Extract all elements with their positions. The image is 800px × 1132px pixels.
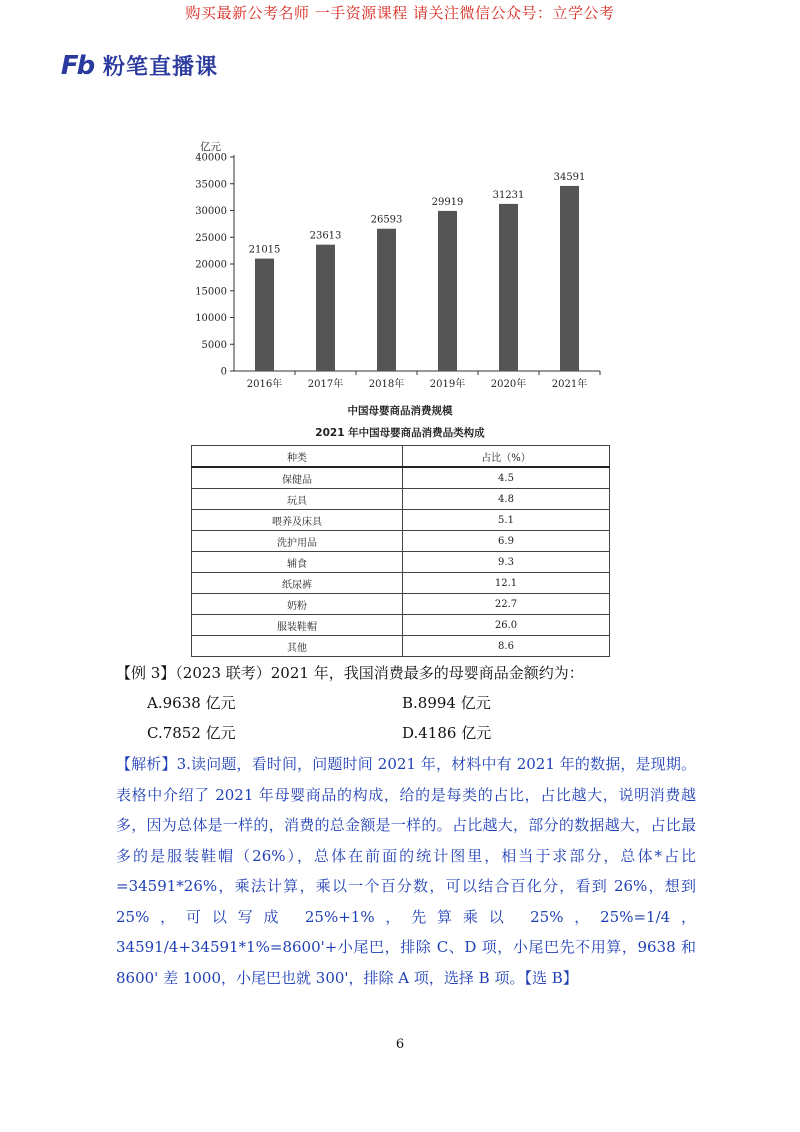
table-row <box>192 594 610 615</box>
share-cell: 26.0 <box>403 615 610 636</box>
header-share: 占比（%） <box>403 446 610 468</box>
y-tick-label: 0 <box>220 366 227 378</box>
y-tick-label: 35000 <box>195 179 227 191</box>
data-label: 23613 <box>309 230 342 242</box>
category-cell: 其他 <box>192 636 403 657</box>
share-cell: 4.5 <box>403 467 610 489</box>
y-tick-label: 15000 <box>195 286 227 298</box>
category-table <box>191 445 610 657</box>
option-c: C.7852 亿元 <box>147 724 236 742</box>
share-cell: 6.9 <box>403 531 610 552</box>
option-d: D.4186 亿元 <box>402 724 492 742</box>
share-cell: 22.7 <box>403 594 610 615</box>
y-tick-label: 25000 <box>195 232 227 244</box>
y-tick-label: 30000 <box>195 206 227 217</box>
category-cell: 喂养及床具 <box>192 510 403 531</box>
bar <box>499 204 518 371</box>
table-header-row <box>192 446 610 468</box>
data-label: 34591 <box>553 171 586 183</box>
share-cell: 5.1 <box>403 510 610 531</box>
analysis-text: 【解析】3.读问题，看时间，问题时间 2021 年，材料中有 2021 年的数据，是现期。表格中介绍了 2021 年母婴商品的构成，给的是每类的占比，占比越大，说明消费越多，因为总体是一样的，消费的总金额是一样的。占比越大，部分的数据越大，占比最多的是服装鞋帽（26%），总体在前面的统计图里，相当于求部分，总体*占比=34591*26%，乘法计算，乘以一个百分数，可以结合百化分，看到 26%，想到 25%，可以写成 25%+1%，先算乘以 25%，25%=1/4，34591/4+34591*1%=8600'+小尾巴，排除 C、D 项，小尾巴先不用算，9638 和 8600' 差 1000，小尾巴也就 300'，排除 A 项，选择 B 项。【选 B】 <box>116 755 696 987</box>
data-label: 31231 <box>492 189 525 201</box>
table-title: 2021 年中国母婴商品消费品类构成 <box>315 427 485 439</box>
x-tick-label: 2020年 <box>490 379 527 390</box>
table-row <box>192 467 610 489</box>
promo-banner: 购买最新公考名师 一手资源课程 请关注微信公众号：立学公考 <box>185 4 615 22</box>
option-a: A.9638 亿元 <box>147 694 236 712</box>
category-cell: 奶粉 <box>192 594 403 615</box>
x-tick-label: 2018年 <box>368 379 405 390</box>
logo-mark: Fb <box>60 50 94 81</box>
table-row <box>192 531 610 552</box>
table-row <box>192 573 610 594</box>
data-label: 21015 <box>248 244 281 256</box>
bar <box>255 259 274 371</box>
table-row <box>192 489 610 510</box>
category-cell: 辅食 <box>192 552 403 573</box>
y-tick-label: 10000 <box>195 313 227 324</box>
table-row <box>192 510 610 531</box>
category-cell: 洗护用品 <box>192 531 403 552</box>
y-axis-label: 亿元 <box>200 141 221 153</box>
data-label: 26593 <box>370 214 403 226</box>
bar <box>377 229 396 371</box>
category-cell: 保健品 <box>192 467 403 489</box>
page-number: 6 <box>395 1037 405 1052</box>
share-cell: 8.6 <box>403 636 610 657</box>
table-row <box>192 552 610 573</box>
x-tick-label: 2016年 <box>246 379 283 390</box>
logo <box>57 50 218 81</box>
bar <box>438 211 457 371</box>
chart-title: 中国母婴商品消费规模 <box>347 405 453 417</box>
category-cell: 玩具 <box>192 489 403 510</box>
y-tick-label: 5000 <box>201 339 227 351</box>
header-category: 种类 <box>192 446 403 468</box>
table-row <box>192 636 610 657</box>
logo-text: 粉笔直播课 <box>103 55 219 80</box>
x-tick-label: 2021年 <box>551 379 588 390</box>
table-row <box>192 615 610 636</box>
bar <box>316 245 335 371</box>
data-label: 29919 <box>431 196 464 208</box>
bar <box>560 186 579 371</box>
y-tick-label: 20000 <box>195 259 227 271</box>
category-cell: 服装鞋帽 <box>192 615 403 636</box>
option-b: B.8994 亿元 <box>402 694 491 712</box>
share-cell: 12.1 <box>403 573 610 594</box>
question-text: 【例 3】（2023 联考）2021 年，我国消费最多的母婴商品金额约为： <box>116 664 584 682</box>
y-tick-label: 40000 <box>195 152 227 164</box>
x-tick-label: 2017年 <box>307 379 344 390</box>
bar-chart <box>190 138 610 398</box>
share-cell: 4.8 <box>403 489 610 510</box>
share-cell: 9.3 <box>403 552 610 573</box>
x-tick-label: 2019年 <box>429 379 466 390</box>
category-cell: 纸尿裤 <box>192 573 403 594</box>
